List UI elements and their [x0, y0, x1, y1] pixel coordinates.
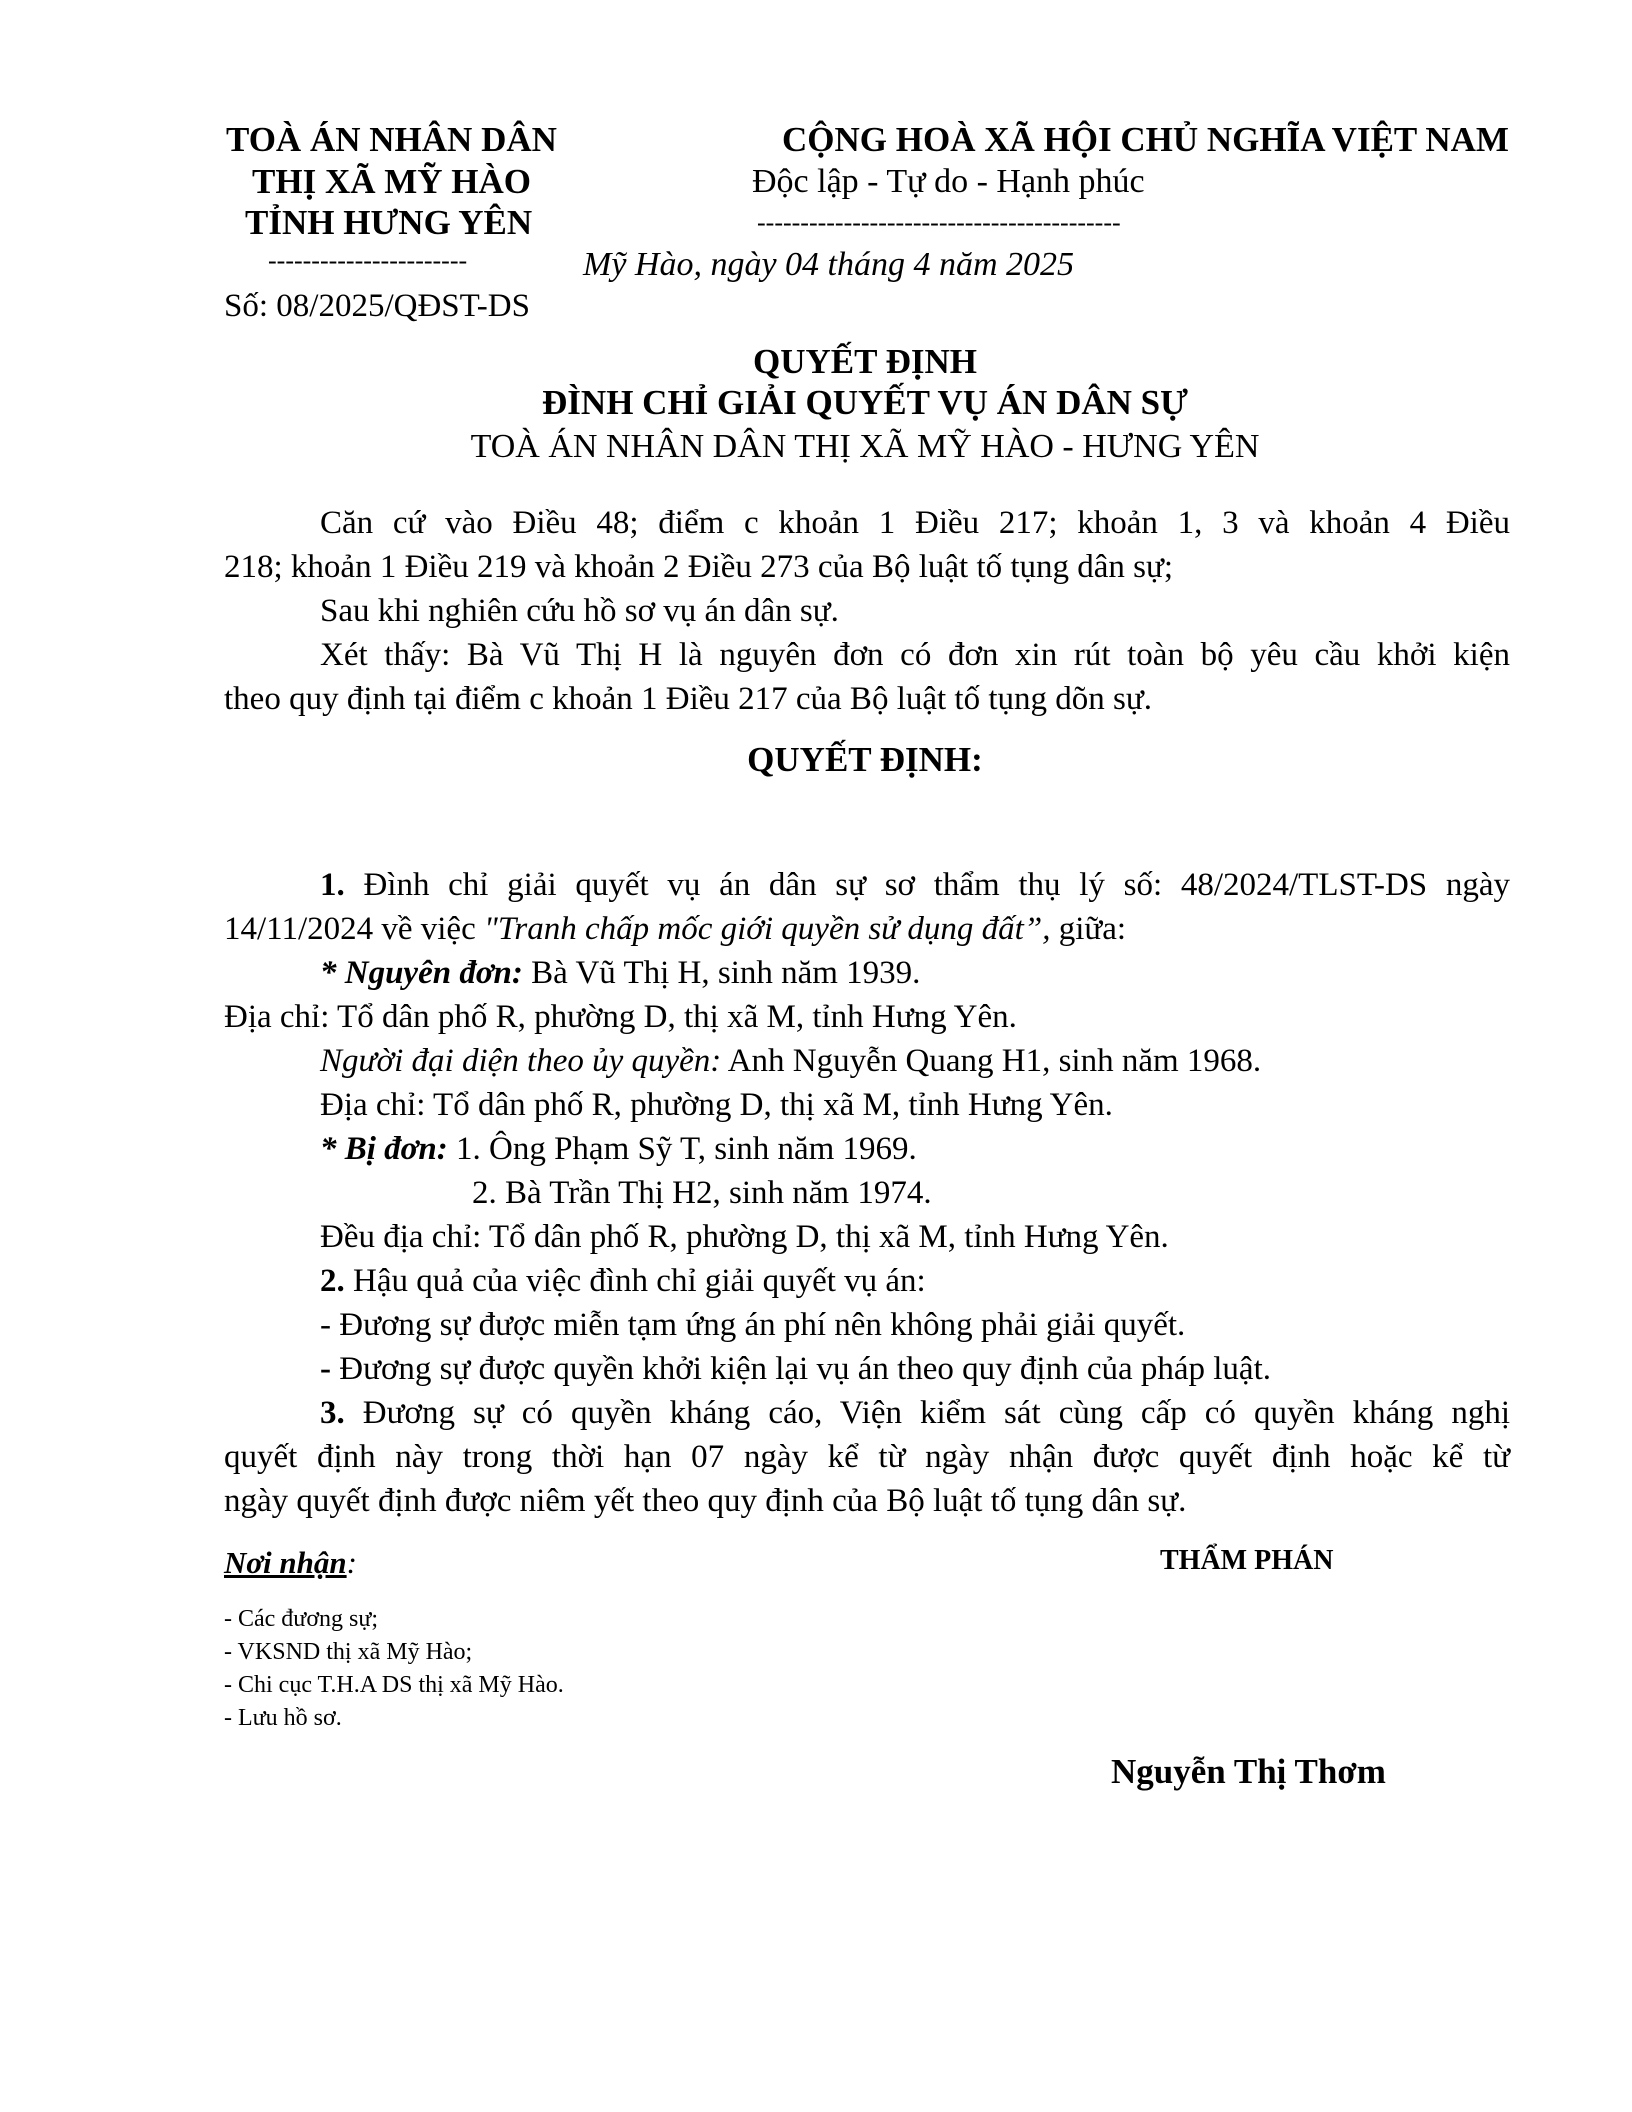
defendant-1: 1. Ông Phạm Sỹ T, sinh năm 1969.	[447, 1131, 917, 1167]
recipient-item: - Lưu hồ sơ.	[224, 1705, 342, 1731]
decision-heading: QUYẾT ĐỊNH:	[747, 740, 983, 779]
republic-motto: Độc lập - Tự do - Hạnh phúc	[752, 163, 1145, 200]
recipient-item: - Chi cục T.H.A DS thị xã Mỹ Hào.	[224, 1672, 564, 1698]
defendant-address: Đều địa chỉ: Tổ dân phố R, phường D, thị xã M, tỉnh Hưng Yên.	[320, 1219, 1169, 1255]
recipient-item: - VKSND thị xã Mỹ Hào;	[224, 1639, 473, 1665]
plaintiff-address: Địa chỉ: Tổ dân phố R, phường D, thị xã M, tỉnh Hưng Yên.	[224, 999, 1017, 1035]
republic-name: CỘNG HOÀ XÃ HỘI CHỦ NGHĨA VIỆT NAM	[782, 120, 1509, 159]
item3-line2: quyết định này trong thời hạn 07 ngày kể từ ngày nhận được quyết định hoặc kể từ	[224, 1439, 1510, 1475]
signer-title: THẨM PHÁN	[1160, 1545, 1334, 1576]
item1-line1	[320, 867, 1510, 905]
recipient-item: - Các đương sự;	[224, 1606, 379, 1632]
item3-text: Đương sự có quyền kháng cáo, Viện kiểm sát cùng cấp có quyền kháng nghị	[344, 1395, 1510, 1431]
item2-bullet2	[320, 1351, 1606, 1389]
basis-line1: Căn cứ vào Điều 48; điểm c khoản 1 Điều 217; khoản 1, 3 và khoản 4 Điều	[320, 505, 1510, 541]
item1-between: giữa:	[1050, 911, 1127, 947]
document-number: Số: 08/2025/QĐST-DS	[224, 288, 530, 324]
item3-line1	[320, 1395, 1510, 1433]
item1-line2	[224, 911, 1510, 949]
recipients-heading	[224, 1545, 357, 1581]
representative-address: Địa chỉ: Tổ dân phố R, phường D, thị xã M, tỉnh Hưng Yên.	[320, 1087, 1113, 1123]
court-divider: -----------------------	[268, 246, 468, 275]
item2-bullet2-dash: -	[320, 1351, 331, 1387]
court-name-line2: THỊ XÃ MỸ HÀO	[252, 162, 532, 201]
case-subject: "Tranh chấp mốc giới quyền sử dụng đất”,	[483, 911, 1051, 947]
court-name-line3: TỈNH HƯNG YÊN	[245, 203, 533, 242]
defendant-line1	[320, 1131, 1606, 1169]
item2-line	[320, 1263, 1606, 1301]
recipients-colon: :	[346, 1545, 357, 1580]
basis-line2: 218; khoản 1 Điều 219 và khoản 2 Điều 273 của Bộ luật tố tụng dân sự;	[224, 549, 1174, 585]
representative-label: Người đại diện theo ủy quyền:	[320, 1043, 722, 1079]
defendant-2: 2. Bà Trần Thị H2, sinh năm 1974.	[472, 1175, 932, 1211]
item1-date: 14/11/2024 về việc	[224, 911, 484, 947]
court-name-line1: TOÀ ÁN NHÂN DÂN	[226, 120, 557, 159]
item2-bullet2-text: Đương sự được quyền khởi kiện lại vụ án theo quy định của pháp luật.	[331, 1351, 1272, 1387]
item2-number: 2.	[320, 1263, 345, 1299]
representative-value: Anh Nguyễn Quang H1, sinh năm 1968.	[721, 1043, 1262, 1079]
consider-line2: theo quy định tại điểm c khoản 1 Điều 217 của Bộ luật tố tụng dõn sự.	[224, 681, 1152, 717]
item3-number: 3.	[320, 1395, 345, 1431]
item2-text: Hậu quả của việc đình chỉ giải quyết vụ án:	[344, 1263, 926, 1299]
item2-bullet1: - Đương sự được miễn tạm ứng án phí nên không phải giải quyết.	[320, 1307, 1186, 1343]
recipients-label: Nơi nhận	[224, 1545, 347, 1580]
item1-text: Đình chỉ giải quyết vụ án dân sự sơ thẩm thụ lý số: 48/2024/TLST-DS ngày	[344, 867, 1510, 903]
item1-number: 1.	[320, 867, 345, 903]
item3-line3: ngày quyết định được niêm yết theo quy định của Bộ luật tố tụng dân sự.	[224, 1483, 1187, 1519]
title-court: TOÀ ÁN NHÂN DÂN THỊ XÃ MỸ HÀO - HƯNG YÊN	[470, 428, 1260, 465]
place-date: Mỹ Hào, ngày 04 tháng 4 năm 2025	[583, 246, 1075, 283]
representative-line	[320, 1043, 1606, 1081]
defendant-label: * Bị đơn:	[320, 1131, 448, 1167]
title-decision: QUYẾT ĐỊNH	[753, 342, 977, 381]
title-subject: ĐÌNH CHỈ GIẢI QUYẾT VỤ ÁN DÂN SỰ	[542, 383, 1188, 422]
plaintiff-value: Bà Vũ Thị H, sinh năm 1939.	[522, 955, 921, 991]
study-line: Sau khi nghiên cứu hồ sơ vụ án dân sự.	[320, 593, 839, 629]
consider-line1: Xét thấy: Bà Vũ Thị H là nguyên đơn có đơn xin rút toàn bộ yêu cầu khởi kiện	[320, 637, 1510, 673]
plaintiff-label: * Nguyên đơn:	[320, 955, 523, 991]
republic-divider: ------------------------------------------	[757, 208, 1121, 237]
plaintiff-line	[320, 955, 1606, 993]
signer-name: Nguyễn Thị Thơm	[1111, 1752, 1386, 1791]
